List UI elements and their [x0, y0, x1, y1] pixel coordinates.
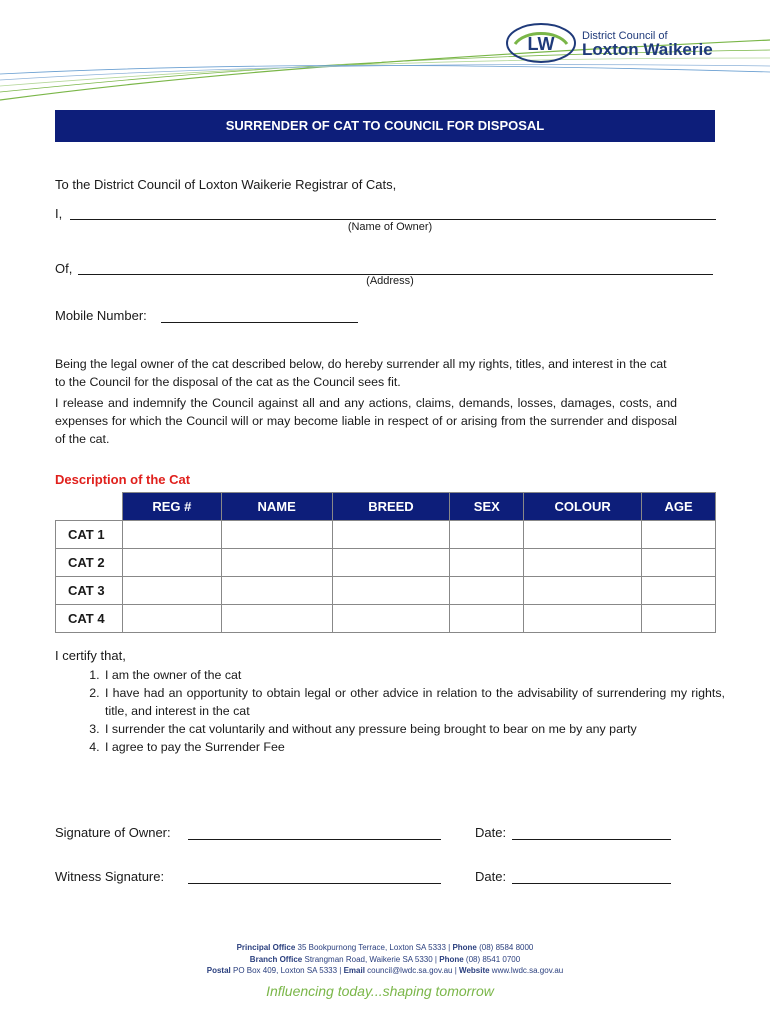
footer-label: Email — [343, 966, 365, 975]
column-header: NAME — [221, 493, 332, 521]
surrender-paragraph: Being the legal owner of the cat described below, do hereby surrender all my rights, titles, and interest in the cat to the Council for the disposal of the cat as the Council sees fit. — [55, 357, 667, 389]
footer-label: Branch Office — [249, 955, 303, 964]
table-header-blank — [56, 493, 123, 521]
list-item: 1. I am the owner of the cat — [103, 666, 725, 684]
table-row — [56, 605, 716, 633]
column-header: REG # — [122, 493, 221, 521]
table-cell[interactable] — [332, 605, 450, 633]
owner-date-field[interactable] — [512, 838, 671, 840]
footer-postal — [0, 966, 770, 975]
table-cell[interactable] — [450, 577, 524, 605]
table-cell[interactable] — [122, 549, 221, 577]
footer-website[interactable]: www.lwdc.sa.gov.au — [489, 966, 564, 975]
address-caption: (Address) — [366, 275, 414, 287]
table-row — [56, 521, 716, 549]
table-cell[interactable] — [332, 521, 450, 549]
org-name-small: District Council of — [582, 30, 668, 42]
column-header: SEX — [450, 493, 524, 521]
cat-description-table — [55, 492, 716, 633]
table-row — [56, 549, 716, 577]
table-cell[interactable] — [642, 577, 716, 605]
table-cell[interactable] — [642, 549, 716, 577]
council-logo-icon — [505, 22, 577, 64]
witness-date-label: Date: — [475, 869, 507, 884]
indemnity-paragraph: I release and indemnify the Council against all and any actions, claims, demands, losses, damages, costs, and expenses for which the Council will or may become liable in respect of or arising from the surrender and disposal of the cat. — [55, 396, 677, 446]
table-cell[interactable] — [524, 577, 642, 605]
footer-text: Strangman Road, Waikerie SA 5330 | — [302, 955, 440, 964]
table-cell[interactable] — [642, 521, 716, 549]
table-cell[interactable] — [450, 521, 524, 549]
tagline: Influencing today...shaping tomorrow — [266, 983, 494, 999]
table-cell[interactable] — [122, 521, 221, 549]
mobile-label: Mobile Number: — [55, 308, 147, 323]
table-cell[interactable] — [221, 521, 332, 549]
footer-text: (08) 8541 0700 — [463, 955, 521, 964]
table-cell[interactable] — [221, 549, 332, 577]
footer-text: 35 Bookpurnong Terrace, Loxton SA 5333 | — [295, 943, 453, 952]
table-cell[interactable] — [221, 577, 332, 605]
footer-label: Postal — [206, 966, 231, 975]
org-name-big: Loxton Waikerie — [582, 40, 713, 59]
owner-name-field[interactable] — [70, 218, 716, 220]
table-cell[interactable] — [524, 549, 642, 577]
address-prefix: Of, — [55, 261, 73, 276]
list-item: 4. I agree to pay the Surrender Fee — [103, 738, 725, 756]
owner-date-label: Date: — [475, 825, 507, 840]
witness-signature-field[interactable] — [188, 882, 441, 884]
table-row — [56, 577, 716, 605]
table-cell[interactable] — [450, 549, 524, 577]
footer-label: Website — [459, 966, 490, 975]
table-cell[interactable] — [642, 605, 716, 633]
footer-label: Principal Office — [236, 943, 296, 952]
table-cell[interactable] — [332, 577, 450, 605]
certify-intro: I certify that, — [55, 648, 126, 663]
salutation: To the District Council of Loxton Waikerie Registrar of Cats, — [55, 177, 397, 192]
row-label: CAT 2 — [56, 549, 123, 577]
table-cell[interactable] — [524, 605, 642, 633]
table-header-row — [56, 493, 716, 521]
column-header: COLOUR — [524, 493, 642, 521]
footer-text: PO Box 409, Loxton SA 5333 | — [230, 966, 344, 975]
certify-list — [55, 666, 725, 756]
owner-prefix: I, — [55, 206, 63, 221]
owner-signature-field[interactable] — [188, 838, 441, 840]
witness-signature-label: Witness Signature: — [55, 869, 165, 884]
form-title: SURRENDER OF CAT TO COUNCIL FOR DISPOSAL — [55, 110, 715, 142]
table-cell[interactable] — [332, 549, 450, 577]
table-cell[interactable] — [122, 605, 221, 633]
footer-email[interactable]: council@lwdc.sa.gov.au | — [364, 966, 460, 975]
witness-date-field[interactable] — [512, 882, 671, 884]
owner-signature-label: Signature of Owner: — [55, 825, 171, 840]
svg-text:LW: LW — [527, 34, 555, 54]
row-label: CAT 3 — [56, 577, 123, 605]
list-item: 3. I surrender the cat voluntarily and without any pressure being brought to bear on me by any party — [103, 720, 725, 738]
column-header: BREED — [332, 493, 450, 521]
table-cell[interactable] — [122, 577, 221, 605]
owner-caption: (Name of Owner) — [347, 221, 433, 233]
footer-text: (08) 8584 8000 — [476, 943, 534, 952]
footer-label: Phone — [439, 955, 464, 964]
column-header: AGE — [642, 493, 716, 521]
description-heading: Description of the Cat — [55, 472, 191, 487]
list-item: 2. I have had an opportunity to obtain legal or other advice in relation to the advisability of surrendering my rights, title, and interest in the cat — [103, 684, 725, 720]
footer-branch-office — [0, 955, 770, 964]
mobile-field[interactable] — [161, 321, 358, 323]
table-cell[interactable] — [524, 521, 642, 549]
table-cell[interactable] — [221, 605, 332, 633]
row-label: CAT 1 — [56, 521, 123, 549]
footer-principal-office — [0, 943, 770, 952]
table-cell[interactable] — [450, 605, 524, 633]
footer-label: Phone — [452, 943, 477, 952]
row-label: CAT 4 — [56, 605, 123, 633]
